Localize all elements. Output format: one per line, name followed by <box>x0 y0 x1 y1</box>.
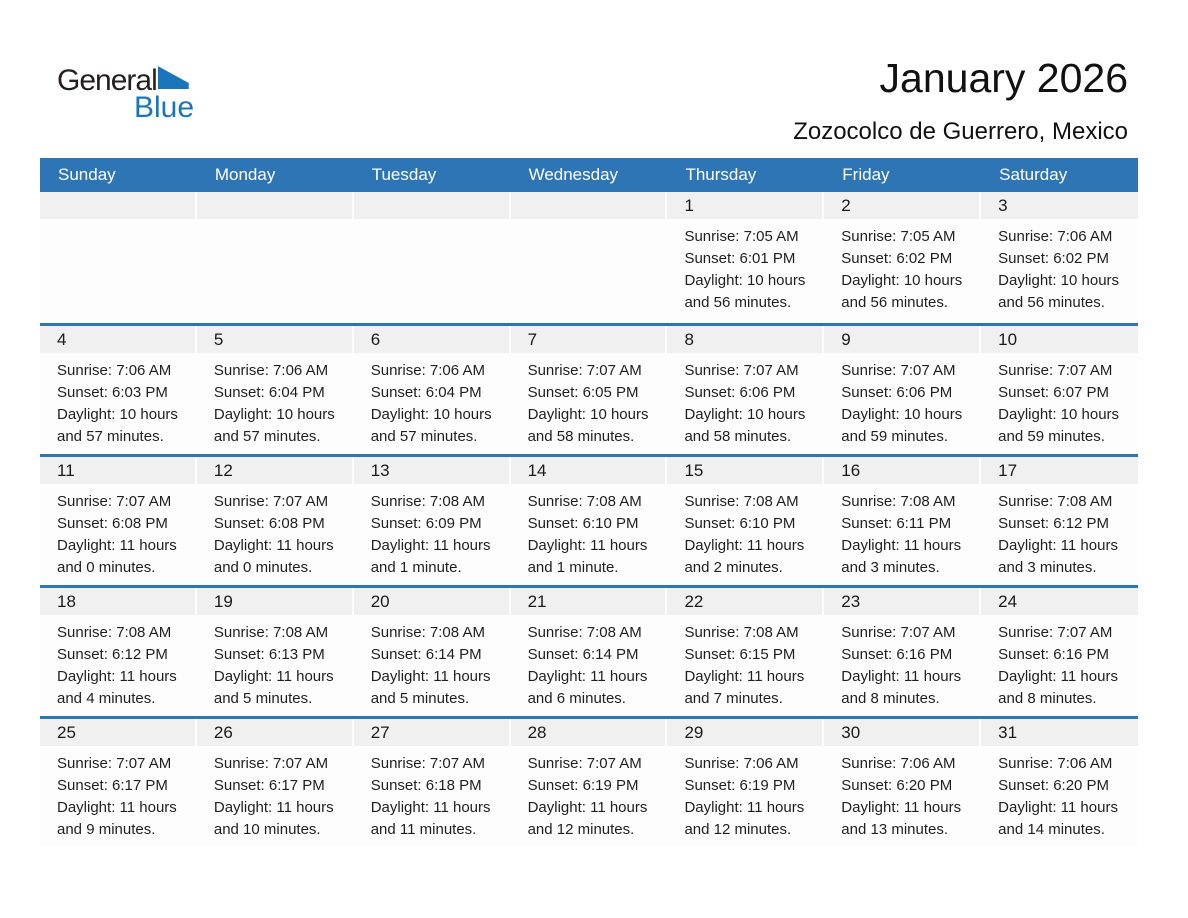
sunset-text: Sunset: 6:02 PM <box>841 250 953 267</box>
day-number-band <box>40 719 195 746</box>
day-details <box>40 484 197 579</box>
weekday-header-wednesday: Wednesday <box>528 165 619 184</box>
day-number: 27 <box>370 722 390 742</box>
day-number: 9 <box>841 329 851 349</box>
sunset-text: Sunset: 6:16 PM <box>998 646 1110 663</box>
day-number-band <box>354 588 509 615</box>
daylight-text: Daylight: 11 hours and 12 minutes. <box>684 799 805 838</box>
daylight-text: Daylight: 11 hours and 7 minutes. <box>684 668 805 707</box>
sunrise-text: Sunrise: 7:08 AM <box>527 493 642 510</box>
daylight-text: Daylight: 10 hours and 59 minutes. <box>841 406 963 445</box>
sunset-text: Sunset: 6:17 PM <box>57 777 168 794</box>
day-number-band <box>511 719 666 746</box>
sunset-text: Sunset: 6:16 PM <box>841 646 953 663</box>
day-number-band <box>667 588 822 615</box>
calendar-table <box>40 158 1138 847</box>
day-number-band <box>511 588 666 615</box>
daylight-text: Daylight: 10 hours and 58 minutes. <box>527 406 649 445</box>
day-number: 13 <box>370 460 390 480</box>
sunrise-text: Sunrise: 7:08 AM <box>213 624 329 641</box>
sunset-text: Sunset: 6:20 PM <box>998 777 1110 794</box>
day-details <box>667 615 824 710</box>
day-number: 26 <box>213 722 233 742</box>
day-details <box>197 353 354 448</box>
day-details <box>354 219 511 226</box>
day-number-band <box>824 326 979 353</box>
sunset-text: Sunset: 6:02 PM <box>998 250 1110 267</box>
day-number: 18 <box>57 591 76 611</box>
daylight-text: Daylight: 11 hours and 9 minutes. <box>57 799 177 838</box>
daylight-text: Daylight: 11 hours and 5 minutes. <box>370 668 491 707</box>
day-cell-29 <box>667 719 824 847</box>
day-details <box>981 615 1138 710</box>
day-number: 6 <box>370 329 381 349</box>
weekday-header-saturday: Saturday <box>999 165 1068 184</box>
sunrise-text: Sunrise: 7:07 AM <box>684 362 799 379</box>
day-cell-19 <box>197 588 354 716</box>
day-cell-empty <box>511 192 668 323</box>
day-cell-6 <box>354 326 511 454</box>
day-details <box>511 353 668 448</box>
day-cell-24 <box>981 588 1138 716</box>
day-number: 7 <box>527 329 538 349</box>
day-number-band <box>197 192 352 219</box>
logo-triangle-icon <box>158 66 189 89</box>
sunrise-text: Sunrise: 7:05 AM <box>684 228 799 245</box>
day-number: 20 <box>370 591 390 611</box>
day-cell-4 <box>40 326 197 454</box>
day-details <box>824 746 981 841</box>
day-number-band <box>40 457 195 484</box>
day-cell-22 <box>667 588 824 716</box>
day-number-band <box>354 719 509 746</box>
daylight-text: Daylight: 10 hours and 57 minutes. <box>213 406 335 445</box>
day-number: 4 <box>57 329 67 349</box>
day-cell-empty <box>197 192 354 323</box>
day-number: 3 <box>998 195 1008 215</box>
month-title: January 2026 <box>879 55 1128 101</box>
sunrise-text: Sunrise: 7:07 AM <box>998 624 1113 641</box>
day-number-band <box>824 588 979 615</box>
day-number: 21 <box>527 591 547 611</box>
daylight-text: Daylight: 11 hours and 1 minute. <box>527 537 648 576</box>
day-number: 22 <box>684 591 704 611</box>
sunrise-text: Sunrise: 7:07 AM <box>213 755 329 772</box>
day-number: 15 <box>684 460 704 480</box>
weekday-header-tuesday: Tuesday <box>371 165 437 184</box>
day-details <box>511 219 668 226</box>
daylight-text: Daylight: 10 hours and 57 minutes. <box>370 406 492 445</box>
day-number-band <box>40 326 195 353</box>
day-details <box>824 615 981 710</box>
sunrise-text: Sunrise: 7:05 AM <box>841 228 956 245</box>
sunset-text: Sunset: 6:03 PM <box>57 384 168 401</box>
day-details <box>197 615 354 710</box>
sunset-text: Sunset: 6:06 PM <box>841 384 953 401</box>
general-blue-logo <box>57 66 227 126</box>
day-number: 30 <box>841 722 861 742</box>
day-cell-10 <box>981 326 1138 454</box>
day-cell-15 <box>667 457 824 585</box>
sunrise-text: Sunrise: 7:07 AM <box>527 362 642 379</box>
sunrise-text: Sunrise: 7:07 AM <box>213 493 329 510</box>
day-details <box>354 746 511 841</box>
daylight-text: Daylight: 11 hours and 8 minutes. <box>998 668 1118 707</box>
daylight-text: Daylight: 11 hours and 14 minutes. <box>998 799 1118 838</box>
day-number-band <box>981 192 1138 219</box>
day-number: 10 <box>998 329 1018 349</box>
weekday-header-row <box>40 158 1138 192</box>
day-number-band <box>40 588 195 615</box>
day-cell-26 <box>197 719 354 847</box>
day-cell-21 <box>511 588 668 716</box>
daylight-text: Daylight: 10 hours and 58 minutes. <box>684 406 806 445</box>
day-cell-31 <box>981 719 1138 847</box>
sunrise-text: Sunrise: 7:08 AM <box>527 624 642 641</box>
daylight-text: Daylight: 11 hours and 12 minutes. <box>527 799 648 838</box>
sunrise-text: Sunrise: 7:06 AM <box>213 362 329 379</box>
day-number-band <box>981 326 1138 353</box>
day-cell-5 <box>197 326 354 454</box>
sunset-text: Sunset: 6:01 PM <box>684 250 796 267</box>
day-details <box>824 219 981 314</box>
daylight-text: Daylight: 11 hours and 8 minutes. <box>841 668 962 707</box>
day-cell-14 <box>511 457 668 585</box>
sunset-text: Sunset: 6:04 PM <box>213 384 325 401</box>
day-cell-9 <box>824 326 981 454</box>
sunset-text: Sunset: 6:09 PM <box>370 515 482 532</box>
sunset-text: Sunset: 6:19 PM <box>527 777 639 794</box>
day-number-band <box>981 588 1138 615</box>
sunset-text: Sunset: 6:11 PM <box>841 515 952 532</box>
day-details <box>40 615 197 710</box>
weekday-header-thursday: Thursday <box>685 165 757 184</box>
day-cell-2 <box>824 192 981 323</box>
sunset-text: Sunset: 6:04 PM <box>370 384 482 401</box>
week-row <box>40 716 1138 847</box>
daylight-text: Daylight: 11 hours and 13 minutes. <box>841 799 962 838</box>
sunrise-text: Sunrise: 7:07 AM <box>841 624 956 641</box>
day-cell-1 <box>667 192 824 323</box>
day-details <box>197 219 354 226</box>
day-number-band <box>824 457 979 484</box>
daylight-text: Daylight: 11 hours and 0 minutes. <box>213 537 334 576</box>
sunrise-text: Sunrise: 7:07 AM <box>57 493 172 510</box>
day-number: 28 <box>527 722 547 742</box>
day-details <box>667 353 824 448</box>
day-cell-30 <box>824 719 981 847</box>
day-number-band <box>511 192 666 219</box>
day-details <box>824 353 981 448</box>
day-number: 31 <box>998 722 1018 742</box>
sunset-text: Sunset: 6:10 PM <box>527 515 639 532</box>
day-details <box>981 746 1138 841</box>
day-cell-empty <box>40 192 197 323</box>
weekday-header-sunday: Sunday <box>58 165 116 184</box>
day-cell-8 <box>667 326 824 454</box>
day-number: 11 <box>57 460 75 480</box>
sunrise-text: Sunrise: 7:08 AM <box>841 493 956 510</box>
sunrise-text: Sunrise: 7:07 AM <box>527 755 642 772</box>
daylight-text: Daylight: 10 hours and 59 minutes. <box>998 406 1120 445</box>
day-number: 17 <box>998 460 1018 480</box>
sunset-text: Sunset: 6:15 PM <box>684 646 796 663</box>
day-cell-27 <box>354 719 511 847</box>
day-details <box>40 219 197 226</box>
sunrise-text: Sunrise: 7:08 AM <box>998 493 1113 510</box>
day-cell-3 <box>981 192 1138 323</box>
sunrise-text: Sunrise: 7:08 AM <box>370 624 485 641</box>
sunrise-text: Sunrise: 7:06 AM <box>841 755 956 772</box>
weekday-header-friday: Friday <box>842 165 890 184</box>
daylight-text: Daylight: 11 hours and 3 minutes. <box>998 537 1118 576</box>
daylight-text: Daylight: 11 hours and 5 minutes. <box>213 668 334 707</box>
sunrise-text: Sunrise: 7:07 AM <box>998 362 1113 379</box>
day-cell-11 <box>40 457 197 585</box>
day-number: 29 <box>684 722 704 742</box>
day-number-band <box>667 192 822 219</box>
day-details <box>354 484 511 579</box>
day-number: 23 <box>841 591 861 611</box>
day-number-band <box>667 719 822 746</box>
daylight-text: Daylight: 11 hours and 3 minutes. <box>841 537 962 576</box>
day-number-band <box>511 326 666 353</box>
daylight-text: Daylight: 10 hours and 56 minutes. <box>998 272 1120 311</box>
daylight-text: Daylight: 10 hours and 56 minutes. <box>684 272 806 311</box>
day-number: 5 <box>213 329 224 349</box>
day-cell-empty <box>354 192 511 323</box>
day-number-band <box>981 719 1138 746</box>
location-subtitle: Zozocolco de Guerrero, Mexico <box>793 118 1128 145</box>
day-number-band <box>40 192 195 219</box>
sunrise-text: Sunrise: 7:06 AM <box>370 362 485 379</box>
sunset-text: Sunset: 6:14 PM <box>370 646 482 663</box>
day-cell-28 <box>511 719 668 847</box>
title-block <box>793 55 1128 145</box>
day-details <box>981 484 1138 579</box>
sunset-text: Sunset: 6:14 PM <box>527 646 639 663</box>
day-number: 1 <box>684 195 694 215</box>
day-number: 12 <box>213 460 233 480</box>
sunrise-text: Sunrise: 7:08 AM <box>684 624 799 641</box>
sunset-text: Sunset: 6:05 PM <box>527 384 639 401</box>
sunrise-text: Sunrise: 7:06 AM <box>998 228 1113 245</box>
day-number: 2 <box>841 195 851 215</box>
sunrise-text: Sunrise: 7:07 AM <box>841 362 956 379</box>
sunset-text: Sunset: 6:20 PM <box>841 777 953 794</box>
sunset-text: Sunset: 6:17 PM <box>213 777 325 794</box>
week-row <box>40 192 1138 323</box>
day-cell-13 <box>354 457 511 585</box>
day-number: 16 <box>841 460 861 480</box>
day-number-band <box>197 457 352 484</box>
day-number-band <box>197 326 352 353</box>
day-number-band <box>354 326 509 353</box>
sunset-text: Sunset: 6:08 PM <box>57 515 168 532</box>
day-number-band <box>354 457 509 484</box>
day-number-band <box>824 192 979 219</box>
sunrise-text: Sunrise: 7:08 AM <box>57 624 172 641</box>
sunset-text: Sunset: 6:06 PM <box>684 384 796 401</box>
week-row <box>40 454 1138 585</box>
day-cell-18 <box>40 588 197 716</box>
day-cell-16 <box>824 457 981 585</box>
day-cell-7 <box>511 326 668 454</box>
sunrise-text: Sunrise: 7:06 AM <box>684 755 799 772</box>
daylight-text: Daylight: 11 hours and 0 minutes. <box>57 537 177 576</box>
day-details <box>667 746 824 841</box>
logo-text-blue: Blue <box>134 91 195 124</box>
day-number-band <box>824 719 979 746</box>
sunset-text: Sunset: 6:07 PM <box>998 384 1110 401</box>
daylight-text: Daylight: 11 hours and 1 minute. <box>370 537 491 576</box>
sunset-text: Sunset: 6:12 PM <box>998 515 1110 532</box>
day-cell-12 <box>197 457 354 585</box>
day-details <box>354 353 511 448</box>
daylight-text: Daylight: 11 hours and 6 minutes. <box>527 668 648 707</box>
sunset-text: Sunset: 6:08 PM <box>213 515 325 532</box>
day-number-band <box>511 457 666 484</box>
day-cell-17 <box>981 457 1138 585</box>
day-number-band <box>354 192 509 219</box>
day-details <box>511 484 668 579</box>
calendar-weeks <box>40 192 1138 847</box>
day-number: 19 <box>213 591 233 611</box>
daylight-text: Daylight: 10 hours and 56 minutes. <box>841 272 963 311</box>
day-number-band <box>197 588 352 615</box>
sunset-text: Sunset: 6:12 PM <box>57 646 168 663</box>
logo-text-general: General <box>57 64 157 97</box>
day-details <box>197 484 354 579</box>
sunrise-text: Sunrise: 7:07 AM <box>57 755 172 772</box>
day-number-band <box>667 326 822 353</box>
day-details <box>40 353 197 448</box>
daylight-text: Daylight: 11 hours and 2 minutes. <box>684 537 805 576</box>
day-cell-23 <box>824 588 981 716</box>
day-number: 14 <box>527 460 547 480</box>
day-details <box>511 746 668 841</box>
day-number: 8 <box>684 329 694 349</box>
sunrise-text: Sunrise: 7:08 AM <box>684 493 799 510</box>
day-number: 24 <box>998 591 1018 611</box>
day-details <box>981 353 1138 448</box>
day-details <box>511 615 668 710</box>
sunset-text: Sunset: 6:13 PM <box>213 646 325 663</box>
day-number: 25 <box>57 722 76 742</box>
day-number-band <box>981 457 1138 484</box>
day-details <box>667 484 824 579</box>
sunrise-text: Sunrise: 7:07 AM <box>370 755 485 772</box>
sunset-text: Sunset: 6:18 PM <box>370 777 482 794</box>
day-details <box>197 746 354 841</box>
day-details <box>824 484 981 579</box>
day-number-band <box>197 719 352 746</box>
daylight-text: Daylight: 11 hours and 11 minutes. <box>370 799 491 838</box>
day-details <box>667 219 824 314</box>
day-details <box>981 219 1138 314</box>
weekday-header-monday: Monday <box>214 165 276 184</box>
daylight-text: Daylight: 10 hours and 57 minutes. <box>57 406 178 445</box>
day-number-band <box>667 457 822 484</box>
sunrise-text: Sunrise: 7:06 AM <box>57 362 172 379</box>
sunrise-text: Sunrise: 7:08 AM <box>370 493 485 510</box>
week-row <box>40 585 1138 716</box>
daylight-text: Daylight: 11 hours and 4 minutes. <box>57 668 177 707</box>
day-details <box>40 746 197 841</box>
daylight-text: Daylight: 11 hours and 10 minutes. <box>213 799 334 838</box>
sunrise-text: Sunrise: 7:06 AM <box>998 755 1113 772</box>
day-cell-25 <box>40 719 197 847</box>
day-cell-20 <box>354 588 511 716</box>
week-row <box>40 323 1138 454</box>
sunset-text: Sunset: 6:19 PM <box>684 777 796 794</box>
day-details <box>354 615 511 710</box>
sunset-text: Sunset: 6:10 PM <box>684 515 796 532</box>
